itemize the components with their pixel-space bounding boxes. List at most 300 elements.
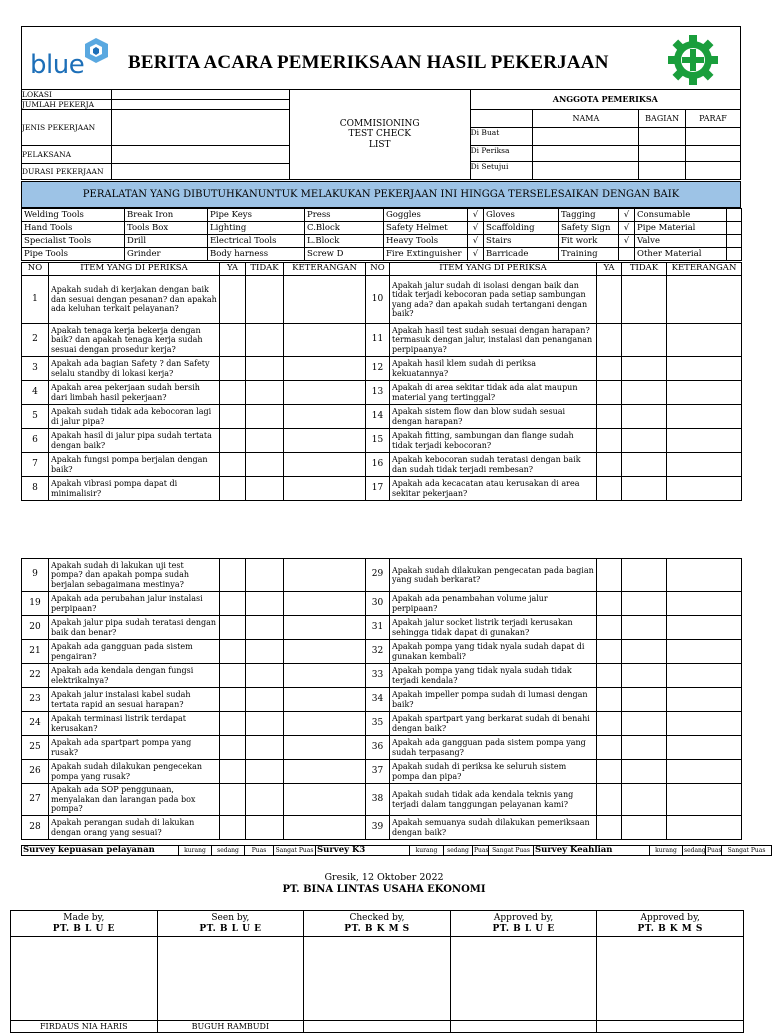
tools-band-heading: PERALATAN YANG DIBUTUHKANUNTUK MELAKUKAN PEKERJAAN INI HINGGA TERSELESAIKAN DENGAN BAIK [21,181,741,208]
item-number: 25 [22,736,49,760]
tool-check-mark[interactable]: √ [619,235,635,248]
column-header: NO [22,263,49,276]
tool-item: Tools Box [125,222,208,235]
keterangan-cell[interactable] [667,760,742,784]
keterangan-cell[interactable] [284,276,366,324]
item-number: 6 [22,429,49,453]
tidak-cell[interactable] [622,453,667,477]
tool-item: Pipe Tools [22,248,125,261]
item-question: Apakah sudah tidak ada kebocoran lagi di jalur pipa? [49,405,220,429]
item-number: 38 [366,784,390,816]
ya-cell[interactable] [597,559,622,592]
survey-level-option[interactable]: kurang [650,846,683,856]
column-header: ITEM YANG DI PERIKSA [49,263,220,276]
tidak-cell[interactable] [246,559,284,592]
item-question: Apakah sudah dilakukan pengecatan pada bagian yang sudah berkarat? [390,559,597,592]
survey-level-option[interactable]: kurang [179,846,212,856]
signature-name [597,1021,744,1033]
keterangan-cell[interactable] [667,276,742,324]
checklist-table-1 [21,262,742,501]
dibuat-bagian[interactable] [639,128,686,146]
ya-cell[interactable] [597,405,622,429]
tidak-cell[interactable] [622,664,667,688]
ya-cell[interactable] [220,688,246,712]
ya-cell[interactable] [597,784,622,816]
column-header: TIDAK [246,263,284,276]
keterangan-cell[interactable] [667,405,742,429]
col-bagian: BAGIAN [639,110,686,128]
col-paraf: PARAF [685,110,740,128]
tool-item: Heavy Tools [384,235,468,248]
tool-item: Press [305,209,384,222]
keterangan-cell[interactable] [667,381,742,405]
tidak-cell[interactable] [246,736,284,760]
table-row [22,324,742,357]
ya-cell[interactable] [597,712,622,736]
keterangan-cell[interactable] [284,477,366,501]
tool-item: Safety Sign [559,222,619,235]
tidak-cell[interactable] [622,559,667,592]
disetujui-bagian[interactable] [639,162,686,180]
tool-item: Goggles [384,209,468,222]
table-row [22,357,742,381]
keterangan-cell[interactable] [667,640,742,664]
ya-cell[interactable] [597,816,622,840]
signature-header [304,911,451,937]
tidak-cell[interactable] [622,736,667,760]
signature-box[interactable] [304,937,451,1021]
keterangan-cell[interactable] [284,688,366,712]
tidak-cell[interactable] [622,381,667,405]
keterangan-cell[interactable] [667,616,742,640]
row-dibuat: Di Buat [470,128,533,146]
column-header: NO [366,263,390,276]
tidak-cell[interactable] [246,664,284,688]
signature-name: FIRDAUS NIA HARIS [11,1021,158,1033]
ya-cell[interactable] [597,640,622,664]
item-number: 9 [22,559,49,592]
signature-header [450,911,597,937]
keterangan-cell[interactable] [667,357,742,381]
tidak-cell[interactable] [622,816,667,840]
item-number: 35 [366,712,390,736]
ya-cell[interactable] [220,736,246,760]
tool-item: Training [559,248,619,261]
item-question: Apakah vibrasi pompa dapat di minimalisir? [49,477,220,501]
tool-extra-cell[interactable] [727,235,742,248]
tidak-cell[interactable] [246,640,284,664]
tool-check-mark[interactable]: √ [468,222,484,235]
survey-label: Survey kepuasan pelayanan [23,845,155,855]
keterangan-cell[interactable] [284,816,366,840]
tool-item: Stairs [484,235,559,248]
keterangan-cell[interactable] [284,381,366,405]
item-number: 16 [366,453,390,477]
tidak-cell[interactable] [622,429,667,453]
column-header: YA [220,263,246,276]
item-question: Apakah sudah dilakukan pengecekan pompa yang rusak? [49,760,220,784]
tidak-cell[interactable] [622,357,667,381]
item-question: Apakah ada kendala dengan fungsi elektrikalnya? [49,664,220,688]
ya-cell[interactable] [220,559,246,592]
signature-box[interactable] [597,937,744,1021]
dibuat-paraf[interactable] [685,128,740,146]
tool-extra-cell[interactable] [727,222,742,235]
tidak-cell[interactable] [246,405,284,429]
tidak-cell[interactable] [622,784,667,816]
survey-level-option[interactable]: Puas [474,847,489,854]
signature-name: BUGUH RAMBUDI [157,1021,304,1033]
item-question: Apakah sistem flow dan blow sudah sesuai dengan harapan? [390,405,597,429]
tool-item: Lighting [208,222,305,235]
tidak-cell[interactable] [622,616,667,640]
item-question: Apakah kebocoran sudah teratasi dengan baik dan sudah tidak terjadi rembesan? [390,453,597,477]
tool-check-mark[interactable]: √ [619,209,635,222]
lokasi-value[interactable] [111,90,289,100]
place-date: Gresik, 12 Oktober 2022 [324,872,444,883]
item-number: 33 [366,664,390,688]
tidak-cell[interactable] [246,357,284,381]
survey-level-option[interactable]: sedang [444,846,473,856]
item-question: Apakah ada penambahan volume jalur perpipaan? [390,592,597,616]
tidak-cell[interactable] [246,712,284,736]
pelaksana-value[interactable] [111,146,289,164]
durasi-value[interactable] [111,164,289,180]
column-header: ITEM YANG DI PERIKSA [390,263,597,276]
keterangan-cell[interactable] [667,784,742,816]
jumlah-pekerja-value[interactable] [111,100,289,110]
tidak-cell[interactable] [622,688,667,712]
item-number: 21 [22,640,49,664]
keterangan-cell[interactable] [284,640,366,664]
tidak-cell[interactable] [246,816,284,840]
jenis-pekerjaan-value[interactable] [111,110,289,146]
tidak-cell[interactable] [246,381,284,405]
signature-name [304,1021,451,1033]
keterangan-cell[interactable] [667,429,742,453]
tidak-cell[interactable] [622,477,667,501]
item-question: Apakah ada kecacatan atau kerusakan di area sekitar pekerjaan? [390,477,597,501]
item-question: Apakah ada bagian Safety ? dan Safety selalu standby di lokasi kerja? [49,357,220,381]
table-row [22,688,742,712]
ya-cell[interactable] [220,592,246,616]
tool-item: Drill [125,235,208,248]
item-question: Apakah ada perubahan jalur instalasi perpipaan? [49,592,220,616]
company-name: PT. BINA LINTAS USAHA EKONOMI [282,884,486,895]
keterangan-cell[interactable] [284,453,366,477]
tool-item: Valve [635,235,727,248]
ya-cell[interactable] [597,664,622,688]
column-header: KETERANGAN [284,263,366,276]
ya-cell[interactable] [597,688,622,712]
table-row [22,559,742,592]
table-row [22,664,742,688]
item-number: 11 [366,324,390,357]
ya-cell[interactable] [597,616,622,640]
ya-cell[interactable] [597,276,622,324]
signature-box[interactable] [450,937,597,1021]
item-number: 14 [366,405,390,429]
tool-item: Specialist Tools [22,235,125,248]
tidak-cell[interactable] [246,592,284,616]
item-question: Apakah tenaga kerja bekerja dengan baik? dan apakah tenaga kerja sudah sesuai dengan prosedur kerja? [49,324,220,357]
info-table [21,89,741,180]
item-number: 37 [366,760,390,784]
ya-cell[interactable] [220,324,246,357]
tidak-cell[interactable] [622,712,667,736]
keterangan-cell[interactable] [284,405,366,429]
signature-role: Made by, [63,913,105,923]
item-number: 34 [366,688,390,712]
tool-item: Consumable [635,209,727,222]
diperiksa-bagian[interactable] [639,146,686,162]
tool-extra-cell[interactable] [727,209,742,222]
item-question: Apakah pompa yang tidak nyala sudah tidak terjadi kendala? [390,664,597,688]
ya-cell[interactable] [220,276,246,324]
survey-level-option[interactable]: Puas [245,846,274,856]
table-row [22,640,742,664]
survey-spacer [157,846,179,856]
item-question: Apakah jalur sudah di isolasi dengan baik dan tidak terjadi kebocoran pada setiap sambungan yang ada? dan apakah sudah tertangani dengan baik? [390,276,597,324]
ya-cell[interactable] [597,381,622,405]
survey-spacer [378,846,410,856]
survey-level-option[interactable]: Sangat Puas [274,846,316,856]
ya-cell[interactable] [220,760,246,784]
row-diperiksa: Di Periksa [470,146,533,162]
tool-item: Pipe Keys [208,209,305,222]
ya-cell[interactable] [597,477,622,501]
column-header: TIDAK [622,263,667,276]
ya-cell[interactable] [220,453,246,477]
tool-check-mark[interactable] [619,248,635,261]
info-label-jumlah-pekerja: JUMLAH PEKERJA [22,100,112,110]
disetujui-nama[interactable] [533,162,639,180]
ya-cell[interactable] [220,357,246,381]
ya-cell[interactable] [597,736,622,760]
info-label-lokasi: LOKASI [22,90,112,100]
diperiksa-nama[interactable] [533,146,639,162]
table-row [22,712,742,736]
tool-check-mark[interactable]: √ [468,209,484,222]
tidak-cell[interactable] [246,477,284,501]
ya-cell[interactable] [220,784,246,816]
disetujui-paraf[interactable] [685,162,740,180]
item-question: Apakah fitting, sambungan dan flange sudah tidak terjadi kebocoran? [390,429,597,453]
keterangan-cell[interactable] [284,324,366,357]
signature-company: PT. B K M S [344,924,410,934]
keterangan-cell[interactable] [284,736,366,760]
signature-company: PT. B K M S [637,924,703,934]
signature-table [10,910,744,1033]
table-row [22,760,742,784]
tool-item: Hand Tools [22,222,125,235]
tidak-cell[interactable] [622,405,667,429]
tool-extra-cell[interactable] [727,248,742,261]
tidak-cell[interactable] [246,616,284,640]
signature-company: PT. B L U E [52,924,115,934]
tidak-cell[interactable] [622,592,667,616]
tool-item: Safety Helmet [384,222,468,235]
item-number: 3 [22,357,49,381]
logo-text: blue [30,50,85,80]
tidak-cell[interactable] [622,324,667,357]
item-question: Apakah sudah tidak ada kendala teknis yang terjadi dalam tanggungan pelayanan kami? [390,784,597,816]
item-question: Apakah ada SOP penggunaan, menyalakan dan larangan pada box pompa? [49,784,220,816]
survey-label: Survey Keahlian [534,846,618,856]
row-disetujui: Di Setujui [470,162,533,180]
item-question: Apakah hasil klem sudah di periksa kekuatannya? [390,357,597,381]
item-number: 7 [22,453,49,477]
signature-header [11,911,158,937]
tool-check-mark[interactable]: √ [468,235,484,248]
item-question: Apakah hasil test sudah sesuai dengan harapan? termasuk dengan jalur, instalasi dan penanganan perpipaanya? [390,324,597,357]
item-number: 17 [366,477,390,501]
dibuat-nama[interactable] [533,128,639,146]
keterangan-cell[interactable] [667,559,742,592]
tidak-cell[interactable] [246,784,284,816]
item-number: 23 [22,688,49,712]
tool-item: Pipe Material [635,222,727,235]
ya-cell[interactable] [220,381,246,405]
keterangan-cell[interactable] [284,712,366,736]
ya-cell[interactable] [220,405,246,429]
tool-item: Electrical Tools [208,235,305,248]
ya-cell[interactable] [220,712,246,736]
item-question: Apakah jalur socket listrik terjadi kerusakan sehingga tidak dapat di gunakan? [390,616,597,640]
tidak-cell[interactable] [622,760,667,784]
item-question: Apakah jalur pipa sudah teratasi dengan baik dan benar? [49,616,220,640]
table-row [22,477,742,501]
tool-item: Tagging [559,209,619,222]
survey-table [21,845,772,856]
tool-check-mark[interactable]: √ [619,222,635,235]
survey-level-option[interactable]: kurang [410,846,444,856]
table-row [22,276,742,324]
ya-cell[interactable] [597,357,622,381]
keterangan-cell[interactable] [667,736,742,760]
keterangan-cell[interactable] [284,429,366,453]
item-number: 20 [22,616,49,640]
diperiksa-paraf[interactable] [685,146,740,162]
tools-table [21,208,742,261]
ya-cell[interactable] [220,429,246,453]
keterangan-cell[interactable] [667,324,742,357]
ya-cell[interactable] [597,760,622,784]
signature-name [450,1021,597,1033]
ya-cell[interactable] [597,453,622,477]
keterangan-cell[interactable] [667,453,742,477]
blue-logo [30,35,130,80]
item-number: 30 [366,592,390,616]
ya-cell[interactable] [597,429,622,453]
page-title: BERITA ACARA PEMERIKSAAN HASIL PEKERJAAN [128,52,609,73]
survey-level-option[interactable]: sedang [212,846,245,856]
ya-cell[interactable] [597,324,622,357]
item-question: Apakah semuanya sudah dilakukan pemeriksaan dengan baik? [390,816,597,840]
tidak-cell[interactable] [622,276,667,324]
tool-item: Fire Extinguisher [384,248,468,261]
tidak-cell[interactable] [246,453,284,477]
signature-box[interactable] [157,937,304,1021]
checklist-type: COMMISIONING TEST CHECK LIST [289,90,470,180]
tidak-cell[interactable] [622,640,667,664]
ya-cell[interactable] [220,640,246,664]
tool-item: C.Block [305,222,384,235]
item-number: 29 [366,559,390,592]
survey-level-option[interactable]: sedang [684,847,706,854]
tool-item: Fit work [559,235,619,248]
signature-role: Approved by, [493,913,554,923]
keterangan-cell[interactable] [284,357,366,381]
item-number: 13 [366,381,390,405]
item-question: Apakah fungsi pompa berjalan dengan baik? [49,453,220,477]
anggota-pemeriksa-heading: ANGGOTA PEMERIKSA [470,90,740,110]
item-question: Apakah perangan sudah di lakukan dengan orang yang sesuai? [49,816,220,840]
keterangan-cell[interactable] [667,712,742,736]
col-nama: NAMA [533,110,639,128]
logo-mark-icon [85,38,108,63]
keterangan-cell[interactable] [667,688,742,712]
item-number: 27 [22,784,49,816]
tidak-cell[interactable] [246,276,284,324]
signature-box[interactable] [11,937,158,1021]
tool-item: Body harness [208,248,305,261]
table-row [22,405,742,429]
keterangan-cell[interactable] [284,592,366,616]
tidak-cell[interactable] [246,324,284,357]
survey-level-option[interactable]: Sangat Puas [489,846,534,856]
info-label-pelaksana: PELAKSANA [22,146,112,164]
tool-check-mark[interactable]: √ [468,248,484,261]
table-row [22,381,742,405]
survey-level-option[interactable]: Sangat Puas [722,846,772,856]
survey-level-option[interactable]: Puas [707,847,722,854]
keterangan-cell[interactable] [667,664,742,688]
keterangan-cell[interactable] [667,477,742,501]
item-question: Apakah ada spartpart pompa yang rusak? [49,736,220,760]
table-row [22,429,742,453]
item-number: 22 [22,664,49,688]
column-header: YA [597,263,622,276]
keterangan-cell[interactable] [284,616,366,640]
keterangan-cell[interactable] [284,760,366,784]
ya-cell[interactable] [220,477,246,501]
keterangan-cell[interactable] [284,559,366,592]
tidak-cell[interactable] [246,688,284,712]
tidak-cell[interactable] [246,760,284,784]
ya-cell[interactable] [220,664,246,688]
info-label-jenis-pekerjaan: JENIS PEKERJAAN [22,110,112,146]
ya-cell[interactable] [220,816,246,840]
keterangan-cell[interactable] [667,592,742,616]
ya-cell[interactable] [220,616,246,640]
item-number: 26 [22,760,49,784]
tool-item: Welding Tools [22,209,125,222]
item-question: Apakah hasil di jalur pipa sudah tertata dengan baik? [49,429,220,453]
item-number: 39 [366,816,390,840]
keterangan-cell[interactable] [284,664,366,688]
keterangan-cell[interactable] [667,816,742,840]
item-number: 28 [22,816,49,840]
ya-cell[interactable] [597,592,622,616]
tool-item: Screw D [305,248,384,261]
item-number: 8 [22,477,49,501]
item-number: 5 [22,405,49,429]
survey-label: Survey K3 [316,846,378,856]
keterangan-cell[interactable] [284,784,366,816]
tidak-cell[interactable] [246,429,284,453]
item-question: Apakah pompa yang tidak nyala sudah dapat di gunakan kembali? [390,640,597,664]
